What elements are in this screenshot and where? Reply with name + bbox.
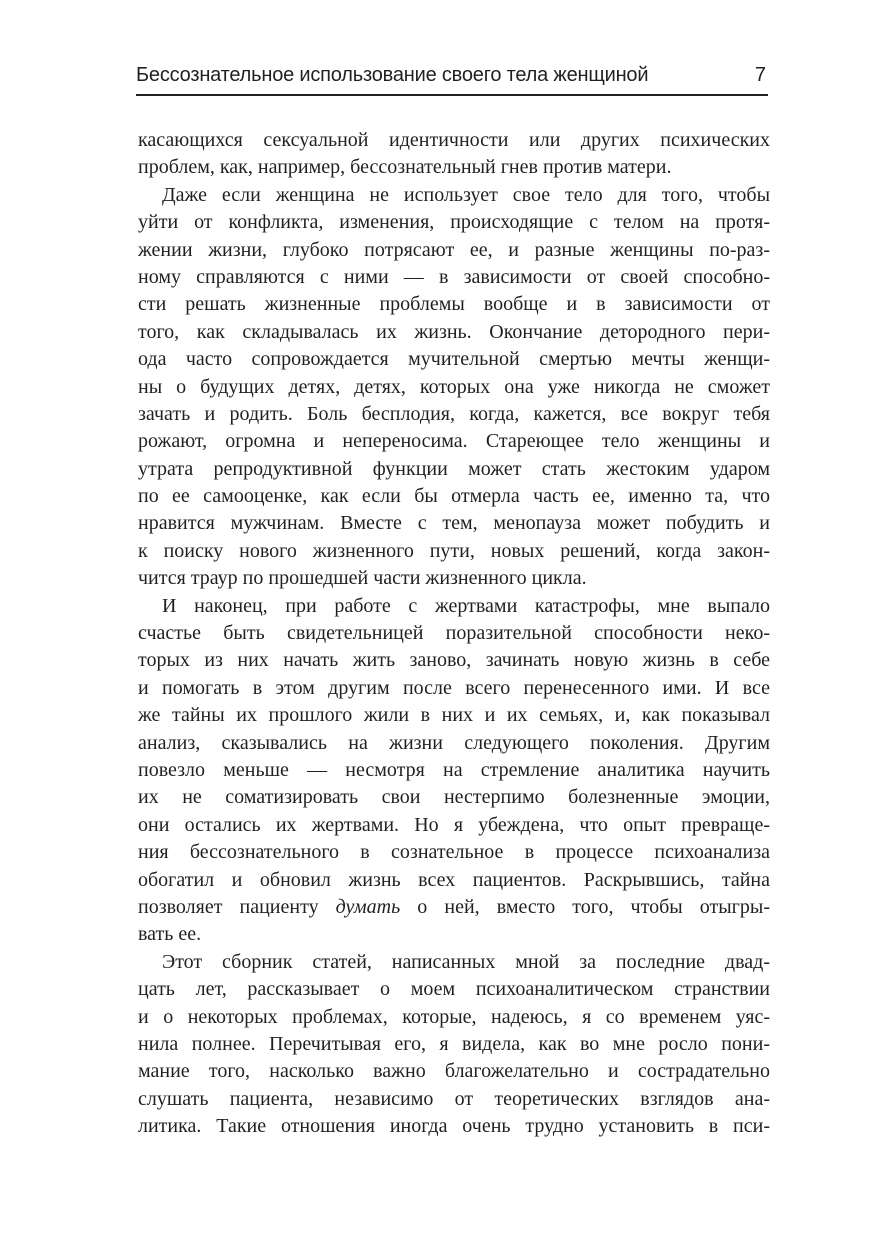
- text-line: [138, 812, 770, 839]
- text-line: [138, 538, 770, 565]
- text-segment: цать лет, рассказывает о моем психоаналитическом странствии: [138, 978, 770, 1001]
- text-line: [138, 456, 770, 483]
- text-segment: счастье быть свидетельницей поразительной способности неко-: [138, 622, 770, 645]
- text-segment: чится траур по прошедшей части жизненного цикла.: [138, 567, 587, 590]
- text-line: [138, 1113, 770, 1140]
- text-segment: касающихся сексуальной идентичности или других психических: [138, 129, 770, 151]
- running-header: [136, 62, 768, 96]
- text-line: [138, 319, 770, 346]
- text-segment: и помогать в этом другим после всего перенесенного ими. И все: [138, 676, 770, 699]
- text-segment: зачать и родить. Боль бесплодия, когда, кажется, все вокруг тебя: [138, 402, 770, 425]
- text-line: [138, 784, 770, 811]
- text-line: [138, 1031, 770, 1058]
- text-line: [138, 401, 770, 428]
- text-line: [138, 1058, 770, 1085]
- text-segment: И наконец, при работе с жертвами катастрофы, мне выпало: [162, 594, 770, 617]
- text-segment: ния бессознательного в сознательное в процессе психоанализа: [138, 841, 770, 864]
- text-segment: ода часто сопровождается мучительной смертью мечты женщи-: [138, 348, 770, 371]
- text-line: [138, 976, 770, 1003]
- text-segment: о ней, вместо того, чтобы отыгры-: [400, 895, 770, 918]
- text-segment: мание того, насколько важно благожелательно и сострадательно: [138, 1060, 770, 1083]
- text-line: [138, 702, 770, 729]
- text-segment: нила полнее. Перечитывая его, я видела, как во мне росло пони-: [138, 1032, 770, 1055]
- text-segment: литика. Такие отношения иногда очень трудно установить в пси-: [138, 1115, 770, 1138]
- text-line: [138, 593, 770, 620]
- text-line: [138, 510, 770, 537]
- text-line: [138, 291, 770, 318]
- text-line: [138, 949, 770, 976]
- text-segment: Этот сборник статей, написанных мной за последние двад-: [162, 950, 770, 973]
- italic-word: думать: [335, 895, 401, 918]
- running-title: Бессознательное использование своего тела женщиной: [136, 64, 649, 86]
- text-segment: ному справляются с ними — в зависимости от своей способно-: [138, 265, 770, 288]
- text-line: [138, 894, 770, 921]
- text-segment: слушать пациента, независимо от теоретических взглядов ана-: [138, 1087, 770, 1110]
- text-segment: позволяет пациенту: [138, 895, 336, 918]
- text-segment: торых из них начать жить заново, зачинать новую жизнь в себе: [138, 649, 770, 672]
- text-segment: утрата репродуктивной функции может стать жестоким ударом: [138, 457, 770, 480]
- text-line: [138, 675, 770, 702]
- text-segment: по ее самооценке, как если бы отмерла часть ее, именно та, что: [138, 485, 770, 508]
- text-segment: повезло меньше — несмотря на стремление аналитика научить: [138, 758, 770, 781]
- text-segment: анализ, сказывались на жизни следующего поколения. Другим: [138, 731, 770, 754]
- text-line: [138, 237, 770, 264]
- text-line: [138, 428, 770, 455]
- text-line: [138, 346, 770, 373]
- body-text: [138, 127, 770, 1140]
- text-segment: обогатил и обновил жизнь всех пациентов. Раскрывшись, тайна: [138, 868, 770, 891]
- text-segment: они остались их жертвами. Но я убеждена, что опыт превраще-: [138, 813, 770, 836]
- text-segment: проблем, как, например, бессознательный гнев против матери.: [138, 156, 672, 179]
- text-line: [138, 209, 770, 236]
- text-segment: вать ее.: [138, 923, 202, 946]
- text-line: [138, 620, 770, 647]
- text-line: [138, 483, 770, 510]
- text-segment: ны о будущих детях, детях, которых она уже никогда не сможет: [138, 375, 770, 398]
- text-segment: их не соматизировать свои нестерпимо болезненные эмоции,: [138, 786, 770, 809]
- text-line: [138, 154, 770, 181]
- text-line: [138, 839, 770, 866]
- text-line: [138, 374, 770, 401]
- text-line: [138, 182, 770, 209]
- text-line: [138, 921, 770, 948]
- text-segment: сти решать жизненные проблемы вообще и в зависимости от: [138, 293, 770, 316]
- text-segment: же тайны их прошлого жили в них и их семьях, и, как показывал: [138, 704, 770, 727]
- text-segment: и о некоторых проблемах, которые, надеюсь, я со временем уяс-: [138, 1005, 770, 1028]
- text-line: [138, 730, 770, 757]
- text-segment: уйти от конфликта, изменения, происходящие с телом на протя-: [138, 211, 770, 234]
- text-line: [138, 647, 770, 674]
- text-line: [138, 565, 770, 592]
- text-line: [138, 1004, 770, 1031]
- text-segment: Даже если женщина не использует свое тело для того, чтобы: [162, 183, 770, 206]
- text-line: [138, 757, 770, 784]
- text-line: [138, 1086, 770, 1113]
- text-segment: рожают, огромна и непереносима. Стареющее тело женщины и: [138, 430, 770, 453]
- text-line: [138, 127, 770, 154]
- text-line: [138, 867, 770, 894]
- text-segment: к поиску нового жизненного пути, новых решений, когда закон-: [138, 539, 770, 562]
- text-segment: жении жизни, глубоко потрясают ее, и разные женщины по-раз-: [138, 238, 770, 261]
- text-segment: того, как складывалась их жизнь. Окончание детородного пери-: [138, 320, 770, 343]
- text-segment: нравится мужчинам. Вместе с тем, менопауза может побудить и: [138, 512, 770, 535]
- text-line: [138, 264, 770, 291]
- page-number: 7: [754, 64, 766, 86]
